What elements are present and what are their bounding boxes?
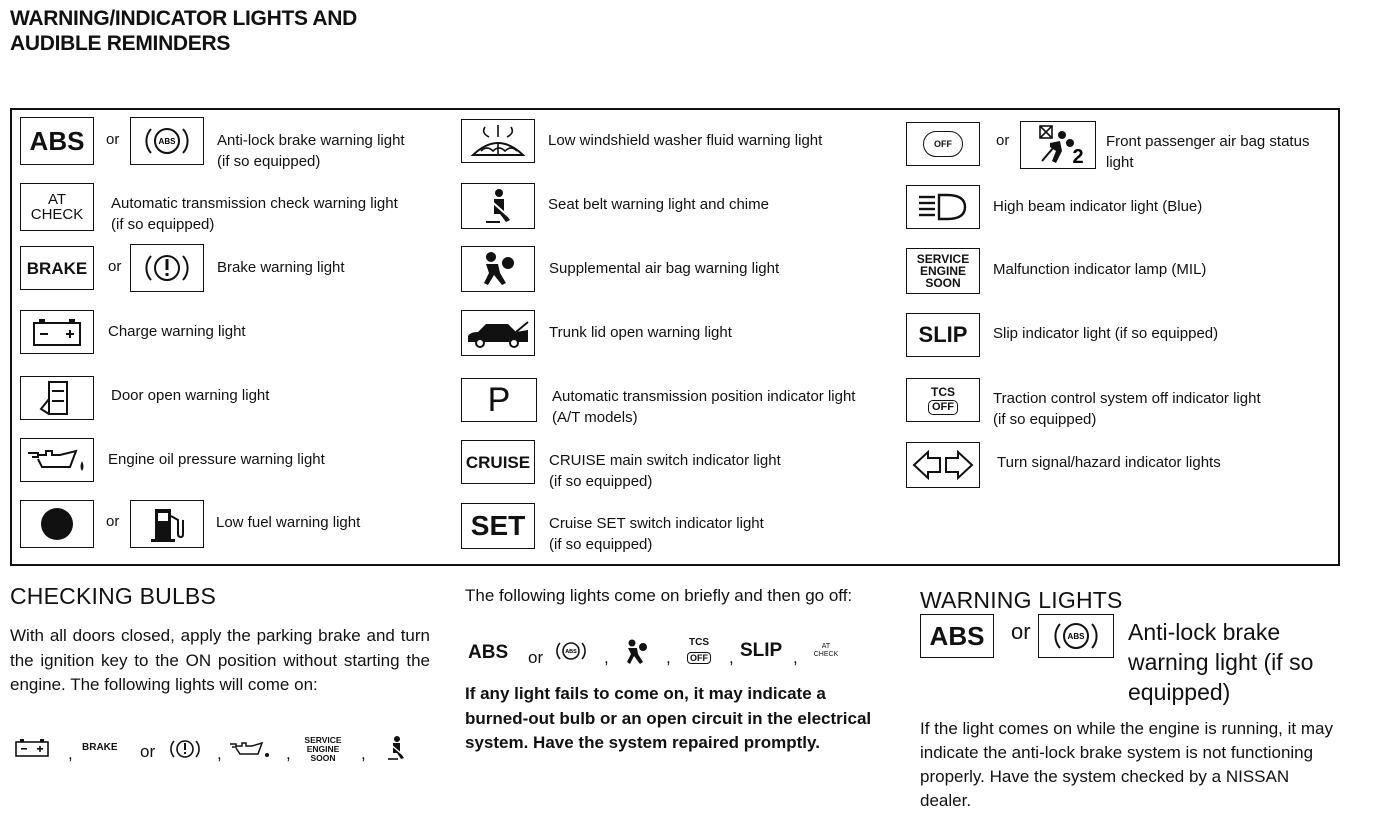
at-check-icon: AT CHECK: [20, 183, 94, 231]
brake-word-icon: BRAKE: [20, 246, 94, 290]
seat-belt-icon: [384, 735, 408, 761]
filled-circle-icon: [20, 500, 94, 548]
air-bag-icon: [622, 638, 650, 666]
or-label: or: [140, 742, 156, 761]
comma-separator: ,: [729, 648, 734, 667]
oil-can-icon: [228, 739, 272, 759]
position-description: Automatic transmission position indicator light (A/T models): [552, 388, 856, 426]
air-bag-description: Supplemental air bag warning light: [549, 260, 780, 277]
fuel-pump-icon: [130, 500, 204, 548]
door-open-description: Door open warning light: [111, 387, 270, 404]
brake-circle-icon: [130, 244, 204, 292]
abs-circle-icon: [554, 638, 588, 664]
title-line-2: AUDIBLE REMINDERS: [10, 32, 231, 55]
oil-can-icon: [20, 438, 94, 482]
comma-separator: ,: [604, 648, 609, 667]
trunk-description: Trunk lid open warning light: [549, 324, 732, 341]
turn-signal-icon: [906, 442, 980, 488]
abs-warning-description: Anti-lock brake warning light (if so equipped): [1128, 619, 1314, 705]
or-label: or: [106, 513, 120, 530]
brake-description: Brake warning light: [217, 259, 345, 276]
tcs-description: Traction control system off indicator light (if so equipped): [993, 390, 1261, 428]
abs-word-small: ABS: [468, 642, 509, 663]
passenger-airbag-icon: [1020, 121, 1096, 169]
warning-lights-heading: WARNING LIGHTS: [920, 587, 1123, 613]
battery-icon: [20, 310, 94, 354]
at-check-small: AT CHECK: [813, 643, 839, 658]
set-description: Cruise SET switch indicator light (if so equipped): [549, 515, 764, 553]
comma-separator: ,: [68, 744, 73, 763]
page-title: [10, 6, 357, 56]
trunk-open-icon: [461, 310, 535, 356]
at-check-description: Automatic transmission check warning light (if so equipped): [111, 195, 398, 233]
oil-pressure-description: Engine oil pressure warning light: [108, 451, 325, 468]
svg-text:ABS: ABS: [565, 649, 577, 655]
brake-word-small: BRAKE: [82, 742, 118, 753]
tcs-off-small: TCS OFF: [689, 637, 709, 663]
slip-icon: SLIP: [906, 313, 980, 357]
high-beam-description: High beam indicator light (Blue): [993, 198, 1203, 215]
seat-belt-description: Seat belt warning light and chime: [548, 196, 769, 213]
service-engine-soon-small: SERVICE ENGINE SOON: [304, 735, 342, 763]
or-label: or: [108, 258, 122, 275]
tcs-off-icon: TCS OFF: [906, 378, 980, 422]
cruise-description: CRUISE main switch indicator light (if so equipped): [549, 452, 781, 490]
comma-separator: ,: [666, 648, 671, 667]
set-icon: SET: [461, 503, 535, 549]
svg-text:ABS: ABS: [158, 137, 176, 146]
or-label: or: [996, 132, 1010, 149]
low-fuel-description: Low fuel warning light: [216, 514, 361, 531]
washer-fluid-icon: [461, 119, 535, 163]
seat-belt-icon: [461, 183, 535, 229]
mil-description: Malfunction indicator lamp (MIL): [993, 261, 1207, 278]
svg-text:2: 2: [1072, 146, 1084, 167]
svg-text:ABS: ABS: [1067, 632, 1085, 641]
turn-signal-description: Turn signal/hazard indicator lights: [997, 454, 1221, 471]
or-label: or: [528, 648, 544, 667]
washer-description: Low windshield washer fluid warning light: [548, 132, 823, 149]
brief-lights-paragraph: The following lights come on briefly and then go off:: [465, 586, 853, 605]
airbag-off-icon: OFF: [906, 122, 980, 166]
comma-separator: ,: [361, 744, 366, 763]
service-engine-soon-icon: SERVICE ENGINE SOON: [906, 248, 980, 294]
brake-circle-icon: [168, 736, 202, 762]
comma-separator: ,: [286, 744, 291, 763]
comma-separator: ,: [793, 648, 798, 667]
slip-description: Slip indicator light (if so equipped): [993, 325, 1219, 342]
comma-separator: ,: [217, 744, 222, 763]
cruise-icon: CRUISE: [461, 440, 535, 484]
checking-bulbs-paragraph: With all doors closed, apply the parking brake and turn the ignition key to the ON position without starting the engine. The following lights will come on:: [10, 626, 430, 694]
title-line-1: WARNING/INDICATOR LIGHTS AND: [10, 7, 358, 30]
abs-word-icon: ABS: [20, 117, 94, 165]
door-open-icon: [20, 376, 94, 420]
bulb-failure-warning: If any light fails to come on, it may indicate a burned-out bulb or an open circuit in the electrical system. Have the system repaired promptly.: [465, 684, 872, 752]
abs-circle-icon: [130, 117, 204, 165]
battery-icon: [14, 737, 50, 759]
abs-word-icon: ABS: [920, 614, 994, 658]
abs-circle-icon: [1038, 614, 1114, 658]
abs-description: Anti-lock brake warning light (if so equipped): [217, 132, 405, 170]
or-label: or: [106, 131, 120, 148]
position-p-icon: P: [461, 378, 537, 422]
passenger-airbag-description: Front passenger air bag status light: [1106, 133, 1310, 171]
checking-bulbs-heading: CHECKING BULBS: [10, 583, 217, 609]
air-bag-icon: [461, 246, 535, 292]
slip-word-small: SLIP: [740, 640, 783, 661]
charge-description: Charge warning light: [108, 323, 246, 340]
high-beam-icon: [906, 185, 980, 229]
abs-warning-paragraph: If the light comes on while the engine is running, it may indicate the anti-lock brake system is not functioning properly. Have the system checked by a NISSAN dealer.: [920, 719, 1333, 810]
or-label: or: [1011, 619, 1031, 644]
